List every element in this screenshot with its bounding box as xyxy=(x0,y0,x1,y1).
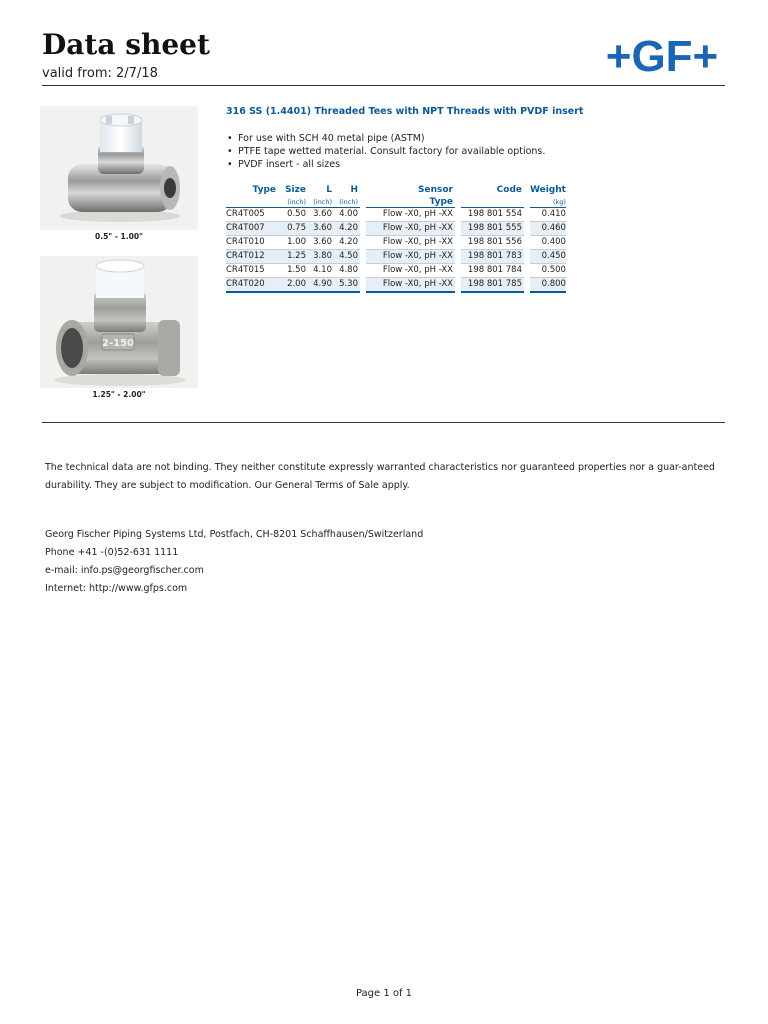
unit-weight: (kg) xyxy=(530,197,566,208)
page-title: Data sheet xyxy=(42,28,210,61)
table-header-row xyxy=(226,184,566,197)
col-header-h: H xyxy=(350,185,358,195)
cell-h: 4.80 xyxy=(334,264,360,278)
unit-h: (inch) xyxy=(334,197,360,208)
cell-h: 4.50 xyxy=(334,250,360,264)
cell-code: 198 801 784 xyxy=(461,264,524,278)
table-row xyxy=(226,250,566,264)
cell-type: CR4T010 xyxy=(226,236,279,250)
product-title: 316 SS (1.4401) Threaded Tees with NPT Threads with PVDF insert xyxy=(226,106,584,117)
cell-l: 4.90 xyxy=(308,278,334,293)
feature-item: • PTFE tape wetted material. Consult factory for available options. xyxy=(226,145,545,158)
cell-sensor: Flow -X0, pH -XX xyxy=(366,236,455,250)
table-row xyxy=(226,264,566,278)
cell-type: CR4T012 xyxy=(226,250,279,264)
table-row xyxy=(226,208,566,222)
cell-type: CR4T020 xyxy=(226,278,279,293)
unit-code xyxy=(461,197,524,208)
col-header-l: L xyxy=(326,185,332,195)
cell-weight: 0.410 xyxy=(530,208,566,222)
valid-from-date: valid from: 2/7/18 xyxy=(42,66,158,81)
col-header-weight: Weight xyxy=(530,185,566,195)
unit-size: (inch) xyxy=(279,197,308,208)
cell-weight: 0.450 xyxy=(530,250,566,264)
cell-h: 4.20 xyxy=(334,236,360,250)
cell-h: 5.30 xyxy=(334,278,360,293)
cell-code: 198 801 554 xyxy=(461,208,524,222)
cell-type: CR4T015 xyxy=(226,264,279,278)
page-number: Page 1 of 1 xyxy=(355,988,413,999)
cell-l: 3.60 xyxy=(308,208,334,222)
product-photo-small-tee xyxy=(40,106,198,230)
table-row xyxy=(226,222,566,236)
cell-size: 1.25 xyxy=(279,250,308,264)
unit-type xyxy=(226,197,279,208)
cell-weight: 0.400 xyxy=(530,236,566,250)
cell-size: 0.50 xyxy=(279,208,308,222)
feature-item: • PVDF insert - all sizes xyxy=(226,158,545,171)
photo-caption-large: 1.25" - 2.00" xyxy=(92,390,146,399)
section-divider xyxy=(42,422,725,423)
cell-code: 198 801 556 xyxy=(461,236,524,250)
gf-logo-text: +GF+ xyxy=(605,36,719,76)
contact-phone: Phone +41 -(0)52-631 1111 xyxy=(45,547,179,558)
cell-sensor: Flow -X0, pH -XX xyxy=(366,278,455,293)
col-header-sensor: Sensor xyxy=(418,185,453,195)
contact-website[interactable]: Internet: http://www.gfps.com xyxy=(45,583,188,594)
cell-l: 4.10 xyxy=(308,264,334,278)
cell-weight: 0.460 xyxy=(530,222,566,236)
cell-sensor: Flow -X0, pH -XX xyxy=(366,250,455,264)
cell-sensor: Flow -X0, pH -XX xyxy=(366,264,455,278)
gf-logo xyxy=(594,36,730,76)
cell-code: 198 801 785 xyxy=(461,278,524,293)
feature-list xyxy=(226,132,545,171)
cell-weight: 0.800 xyxy=(530,278,566,293)
contact-block xyxy=(45,526,423,598)
cell-size: 1.00 xyxy=(279,236,308,250)
photo-caption-small: 0.5" - 1.00" xyxy=(95,232,143,241)
cell-code: 198 801 783 xyxy=(461,250,524,264)
unit-l: (inch) xyxy=(308,197,334,208)
spec-table xyxy=(226,184,566,293)
cell-l: 3.60 xyxy=(308,222,334,236)
contact-email[interactable]: e-mail: info.ps@georgfischer.com xyxy=(45,565,204,576)
feature-item: • For use with SCH 40 metal pipe (ASTM) xyxy=(226,132,545,145)
contact-address: Georg Fischer Piping Systems Ltd, Postfach, CH-8201 Schaffhausen/Switzerland xyxy=(45,529,424,540)
table-unit-row xyxy=(226,197,566,208)
table-row xyxy=(226,278,566,293)
header-divider xyxy=(42,85,725,86)
cell-type: CR4T007 xyxy=(226,222,279,236)
cell-sensor: Flow -X0, pH -XX xyxy=(366,222,455,236)
col-header-type: Type xyxy=(252,185,276,195)
cell-code: 198 801 555 xyxy=(461,222,524,236)
disclaimer-text: The technical data are not binding. They neither constitute expressly warranted characteristics nor guaranteed properties nor a guar-anteed durability. They are subject to modification. Our General Terms of Sale apply. xyxy=(45,462,715,491)
cell-size: 1.50 xyxy=(279,264,308,278)
cell-h: 4.20 xyxy=(334,222,360,236)
cell-h: 4.00 xyxy=(334,208,360,222)
cell-type: CR4T005 xyxy=(226,208,279,222)
cast-mark-label: 2-150 xyxy=(102,338,134,349)
cell-weight: 0.500 xyxy=(530,264,566,278)
cell-l: 3.80 xyxy=(308,250,334,264)
cell-size: 2.00 xyxy=(279,278,308,293)
product-photo-large-tee xyxy=(40,256,198,388)
cell-sensor: Flow -X0, pH -XX xyxy=(366,208,455,222)
cell-l: 3.60 xyxy=(308,236,334,250)
col-header-size: Size xyxy=(285,185,306,195)
col-header-code: Code xyxy=(496,185,522,195)
cell-size: 0.75 xyxy=(279,222,308,236)
col-header-sensor-type: Type xyxy=(366,197,455,208)
table-row xyxy=(226,236,566,250)
